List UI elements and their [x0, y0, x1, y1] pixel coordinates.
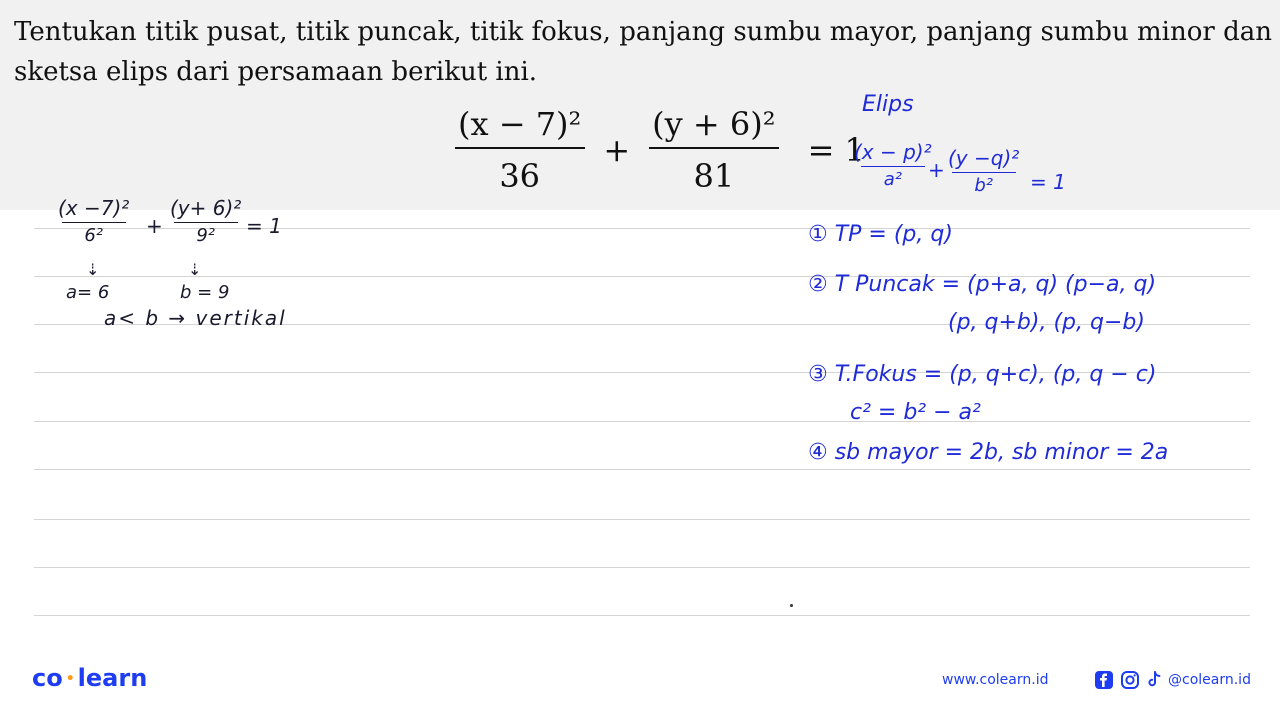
b-value: b = 9: [180, 282, 230, 303]
general-fraction-y: [946, 146, 1021, 196]
fraction-denominator: 81: [649, 147, 779, 195]
vertex-points-note: ② T Puncak = (p+a, q) (p−a, q): [808, 272, 1157, 297]
ellipse-equation: [448, 95, 877, 205]
logo-learn: learn: [77, 664, 148, 692]
general-fraction-x: [852, 140, 934, 190]
equation-fraction-y: [642, 105, 785, 195]
handwritten-numerator: (x −7)²: [58, 196, 130, 220]
ruled-line: [34, 421, 1250, 422]
ruled-line: [34, 567, 1250, 568]
handwritten-denominator: 9²: [174, 222, 238, 246]
vertex-points-note-vertical: (p, q+b), (p, q−b): [948, 310, 1145, 335]
general-rhs: = 1: [1030, 170, 1066, 194]
general-plus: +: [928, 158, 945, 182]
facebook-icon[interactable]: [1094, 670, 1114, 690]
tiktok-icon[interactable]: [1144, 670, 1164, 690]
stray-dot: [790, 604, 793, 607]
colearn-logo[interactable]: [32, 664, 147, 692]
orientation-conclusion: a< b → vertikal: [104, 306, 287, 330]
ruled-line: [34, 469, 1250, 470]
ruled-line: [34, 615, 1250, 616]
handwritten-rhs: = 1: [246, 214, 282, 238]
logo-co: co: [32, 664, 63, 692]
general-denominator: b²: [952, 172, 1016, 196]
fraction-numerator: (x − 7)²: [458, 105, 582, 143]
down-arrow-icon: ⇣: [188, 260, 202, 279]
fraction-numerator: (y + 6)²: [652, 105, 776, 143]
axis-lengths-note: ④ sb mayor = 2b, sb minor = 2a: [808, 440, 1169, 465]
handwritten-fraction-y: [168, 196, 243, 246]
social-handle[interactable]: @colearn.id: [1168, 672, 1251, 688]
general-denominator: a²: [861, 166, 925, 190]
question-text: Tentukan titik pusat, titik puncak, titik fokus, panjang sumbu mayor, panjang sumbu minor dan sketsa elips dari persamaan berikut ini.: [14, 17, 1272, 87]
equation-rhs: = 1: [807, 131, 865, 169]
handwritten-fraction-x: [56, 196, 131, 246]
center-point-note: ① TP = (p, q): [808, 222, 953, 247]
logo-dot: •: [65, 671, 75, 687]
instagram-icon[interactable]: [1120, 670, 1140, 690]
website-link[interactable]: www.colearn.id: [942, 672, 1049, 688]
elips-title: Elips: [862, 92, 914, 117]
down-arrow-icon: ⇣: [86, 260, 100, 279]
fraction-denominator: 36: [455, 147, 585, 195]
handwritten-plus: +: [146, 214, 163, 238]
general-numerator: (x − p)²: [854, 140, 932, 164]
a-value: a= 6: [66, 282, 110, 303]
handwritten-denominator: 6²: [62, 222, 126, 246]
focus-points-note: ③ T.Fokus = (p, q+c), (p, q − c): [808, 362, 1157, 387]
equation-fraction-x: [448, 105, 591, 195]
general-numerator: (y −q)²: [948, 146, 1020, 170]
plus-sign: +: [603, 131, 631, 169]
handwritten-numerator: (y+ 6)²: [170, 196, 242, 220]
ruled-line: [34, 519, 1250, 520]
focus-c-formula: c² = b² − a²: [850, 400, 981, 425]
